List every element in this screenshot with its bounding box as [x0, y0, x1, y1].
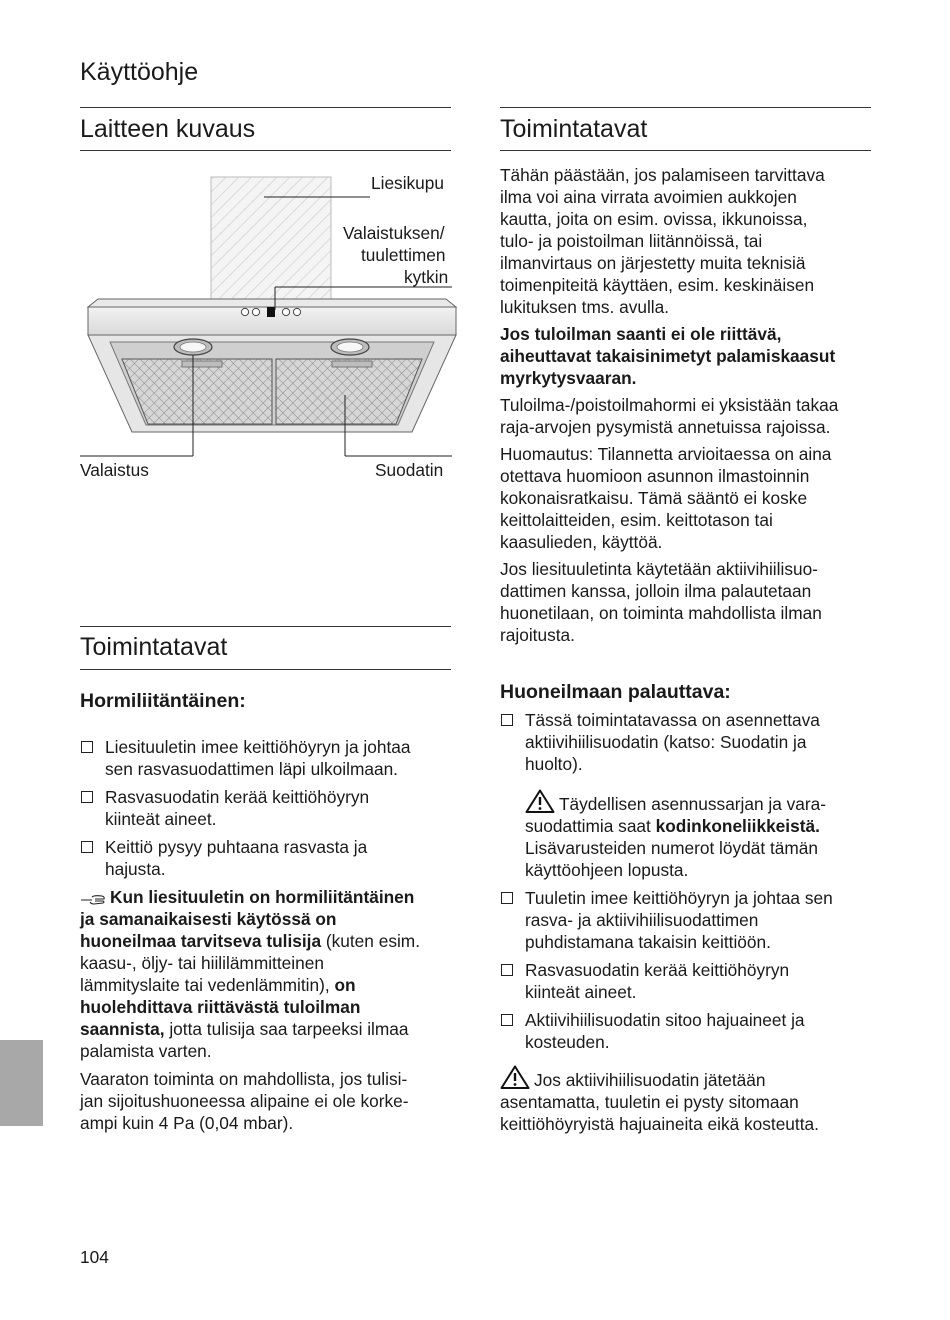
checkbox-icon [501, 1014, 513, 1026]
label-chimney: Liesikupu [371, 173, 445, 193]
rule [80, 150, 451, 151]
list-item: Tuuletin imee keittiöhöyryn ja johtaa sen rasva- ja aktiivihiilisuodattimen puhdistamana takaisin keittiöön. [500, 887, 872, 953]
list-item: Tässä toimintatavassa on asennettava aktiivihiilisuodatin (katso: Suodatin ja huolto). [500, 709, 872, 775]
page-number: 104 [80, 1247, 109, 1267]
paragraph-4: Huomautus: Tilannetta arvioitaessa on aina otettava huomioon asunnon ilmastoinnin kokonaisratkaisu. Tämä sääntö ei koske keittolaitteiden, esim. keittotason tai kaasulieden, käyttöä. [500, 444, 832, 552]
section-title-operation: Toimintatavat [80, 633, 228, 661]
document-title: Käyttöohje [80, 58, 199, 86]
checkbox-icon [81, 841, 93, 853]
rule [80, 626, 451, 627]
rule [80, 669, 451, 670]
paragraph-warning-bold: Jos tuloilman saanti ei ole riittävä, aiheuttavat takaisinimetyt palamiskaasut myrkytysvaaran. [500, 324, 836, 388]
switch-knob [293, 308, 300, 315]
label-switch-line1: Valaistuksen/ [343, 223, 445, 243]
label-switch-line3: kytkin [404, 267, 449, 287]
paragraph-1: Tähän päästään, jos palamiseen tarvittava ilma voi aina virrata avoimien aukkojen kautta, joita on esim. ovissa, ikkunoissa, tulo- ja poistoilman liitännöissä, tai ilmanvirtaus on järjestetty muita teknisiä toimenpiteitä käyttäen, esim. keskinäisen lukituksen tms. avulla. [500, 165, 825, 317]
checkbox-icon [81, 791, 93, 803]
switch-indicator [267, 307, 275, 317]
switch-knob [252, 308, 259, 315]
paragraph-5: Jos liesituuletinta käytetään aktiivihiilisuo- dattimen kanssa, jolloin ilma palautetaan huonetilaan, on toiminta mahdollista ilman rajoitusta. [500, 559, 822, 645]
list-item: Aktiivihiilisuodatin sitoo hajuaineet ja kosteuden. [500, 1009, 872, 1053]
subheading-flue: Hormiliitäntäinen: [80, 690, 246, 712]
list-item: Rasvasuodatin kerää keittiöhöyryn kiinteät aineet. [500, 959, 872, 1003]
note-paragraph: Kun liesituuletin on hormiliitäntäinen ja samanaikaisesti käytössä on huoneilmaa tarvitseva tulisija (kuten esim. kaasu-, öljy- tai hiililämmitteinen lämmityslaite tai vedenlämmitin), on huolehdittava riittävästä tuloilman saannista, jotta tulisija saa tarpeeksi ilmaa palamista varten. [80, 887, 420, 1061]
checkbox-icon [501, 892, 513, 904]
filter-right [276, 359, 422, 424]
warning-accessories: Täydellisen asennussarjan ja vara- suodattimia saat kodinkoneliikkeistä. Lisävarusteiden numerot löydät tämän käyttöohjeen lopusta. [500, 789, 872, 881]
side-tab-marker [0, 1040, 43, 1126]
rule [80, 107, 451, 108]
safe-operation-paragraph: Vaaraton toiminta on mahdollista, jos tulisi- jan sijoitushuoneessa alipaine ei ole korke- ampi kuin 4 Pa (0,04 mbar). [80, 1069, 409, 1133]
cooker-hood-diagram [80, 170, 460, 470]
warning-triangle-icon [500, 1065, 530, 1089]
checkbox-icon [81, 741, 93, 753]
list-item: Rasvasuodatin kerää keittiöhöyryn kiinteät aineet. [80, 786, 452, 830]
rule [500, 150, 871, 151]
checkbox-icon [501, 964, 513, 976]
rule [500, 107, 871, 108]
pointing-hand-icon [80, 892, 106, 906]
section-title-device: Laitteen kuvaus [80, 115, 256, 143]
switch-knob [282, 308, 289, 315]
paragraph-3: Tuloilma-/poistoilmahormi ei yksistään takaa raja-arvojen pysymistä annetuissa rajoissa. [500, 395, 839, 437]
warning-triangle-icon [525, 789, 555, 813]
label-filter: Suodatin [375, 460, 444, 480]
checkbox-icon [501, 714, 513, 726]
switch-knob [241, 308, 248, 315]
filter-left [122, 359, 272, 424]
label-switch-line2: tuulettimen [361, 245, 446, 265]
list-item: Keittiö pysyy puhtaana rasvasta ja hajusta. [80, 836, 452, 880]
warning-no-carbon-filter: Jos aktiivihiilisuodatin jätetään asentamatta, tuuletin ei pysty sitomaan keittiöhöyryistä hajuaineita eikä kosteutta. [500, 1065, 872, 1135]
subheading-recirculation: Huoneilmaan palauttava: [500, 681, 731, 703]
list-item: Liesituuletin imee keittiöhöyryn ja johtaa sen rasvasuodattimen läpi ulkoilmaan. [80, 736, 452, 780]
section-title-right: Toimintatavat [500, 115, 648, 143]
label-light: Valaistus [80, 460, 149, 480]
